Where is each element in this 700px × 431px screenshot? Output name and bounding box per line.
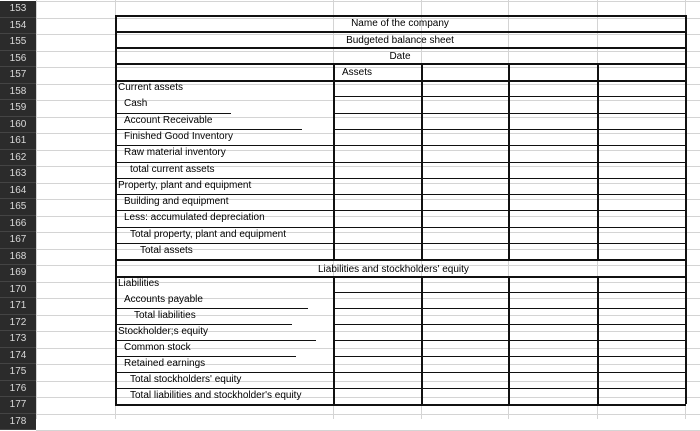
cell-border — [333, 372, 685, 373]
cell-border — [333, 227, 685, 228]
assets-heading-cell[interactable]: Assets — [342, 67, 373, 78]
row-number[interactable]: 169 — [0, 265, 36, 282]
cell-border — [333, 340, 685, 341]
asset-line-label[interactable]: Total assets — [140, 245, 193, 256]
cell-border — [333, 145, 685, 146]
row-number[interactable]: 173 — [0, 331, 36, 348]
cell-border — [333, 259, 685, 260]
row-gridline — [36, 414, 700, 415]
row-number[interactable]: 164 — [0, 183, 36, 200]
row-number[interactable]: 170 — [0, 282, 36, 299]
cell-border — [333, 129, 685, 130]
balance-sheet-title-cell[interactable]: Budgeted balance sheet — [346, 35, 454, 46]
row-number[interactable]: 175 — [0, 364, 36, 381]
cell-border — [333, 194, 685, 195]
cell-border — [333, 178, 685, 179]
liability-line-label[interactable]: Accounts payable — [124, 294, 203, 305]
liability-line-label[interactable]: Retained earnings — [124, 358, 206, 369]
asset-line-label[interactable]: Building and equipment — [124, 196, 229, 207]
row-number[interactable]: 154 — [0, 18, 36, 35]
asset-line-label[interactable]: Total property, plant and equipment — [130, 229, 287, 240]
row-number[interactable]: 176 — [0, 381, 36, 398]
liability-line-label[interactable]: Liabilities — [118, 278, 160, 289]
asset-line-label[interactable]: total current assets — [130, 164, 215, 175]
cell-border — [685, 15, 687, 404]
cell-border — [333, 324, 685, 325]
cell-border — [115, 404, 433, 405]
row-number[interactable]: 162 — [0, 150, 36, 167]
row-number[interactable]: 171 — [0, 298, 36, 315]
row-number[interactable]: 160 — [0, 117, 36, 134]
liabilities-equity-heading-cell[interactable]: Liabilities and stockholders' equity — [318, 264, 469, 275]
date-cell[interactable]: Date — [389, 51, 411, 62]
column-gridline — [36, 0, 37, 419]
cell-border — [333, 308, 685, 309]
cell-border — [333, 162, 685, 163]
cell-border — [333, 63, 335, 259]
liability-line-label[interactable]: Common stock — [124, 342, 191, 353]
row-number[interactable]: 158 — [0, 84, 36, 101]
row-number[interactable]: 178 — [0, 414, 36, 431]
row-number[interactable]: 168 — [0, 249, 36, 266]
asset-line-label[interactable]: Finished Good Inventory — [124, 131, 233, 142]
asset-line-label[interactable]: Less: accumulated depreciation — [124, 212, 265, 223]
cell-border — [333, 113, 685, 114]
row-gridline — [36, 1, 700, 2]
cell-border — [333, 210, 685, 211]
row-number[interactable]: 155 — [0, 34, 36, 51]
cell-border — [597, 63, 599, 259]
asset-line-label[interactable]: Cash — [124, 98, 148, 109]
row-number[interactable]: 166 — [0, 216, 36, 233]
row-number[interactable]: 172 — [0, 315, 36, 332]
row-number[interactable]: 159 — [0, 100, 36, 117]
cell-border — [333, 292, 685, 293]
row-number[interactable]: 163 — [0, 166, 36, 183]
cell-border — [333, 96, 685, 97]
asset-line-label[interactable]: Raw material inventory — [124, 147, 226, 158]
row-number[interactable]: 167 — [0, 232, 36, 249]
liability-line-label[interactable]: Stockholder;s equity — [118, 326, 209, 337]
cell-border — [115, 80, 686, 82]
cell-border — [333, 388, 685, 389]
company-name-cell[interactable]: Name of the company — [351, 18, 449, 29]
cell-border — [421, 63, 423, 259]
asset-line-label[interactable]: Property, plant and equipment — [118, 180, 252, 191]
row-number[interactable]: 157 — [0, 67, 36, 84]
row-number[interactable]: 161 — [0, 133, 36, 150]
cell-border — [333, 356, 685, 357]
liability-line-label[interactable]: Total liabilities — [134, 310, 196, 321]
cell-border — [115, 259, 311, 260]
asset-line-label[interactable]: Account Receivable — [124, 115, 213, 126]
row-gridline — [36, 249, 700, 250]
liability-line-label[interactable]: Total liabilities and stockholder's equity — [130, 390, 302, 401]
row-number[interactable]: 153 — [0, 1, 36, 18]
row-number[interactable]: 165 — [0, 199, 36, 216]
asset-line-label[interactable]: Current assets — [118, 82, 184, 93]
row-number[interactable]: 174 — [0, 348, 36, 365]
cell-border — [508, 63, 510, 259]
liability-line-label[interactable]: Total stockholders' equity — [130, 374, 242, 385]
row-number[interactable]: 156 — [0, 51, 36, 68]
row-number[interactable]: 177 — [0, 397, 36, 414]
